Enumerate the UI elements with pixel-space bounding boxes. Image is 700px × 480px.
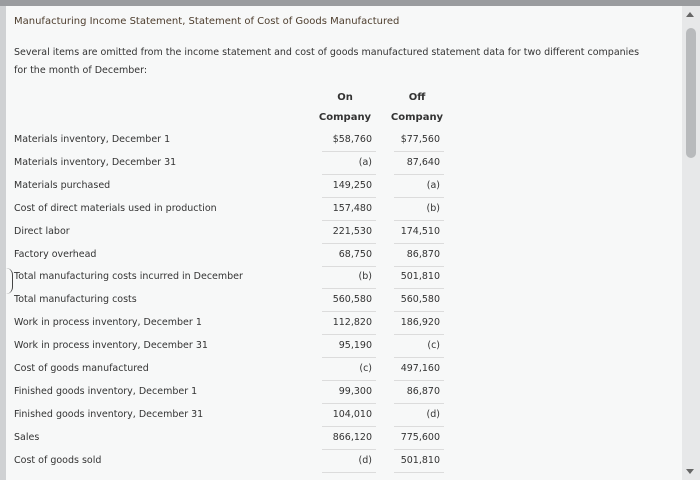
row-label: Work in process inventory, December 31 xyxy=(14,340,208,352)
cell-divider xyxy=(322,334,376,335)
cell-divider xyxy=(394,403,444,404)
off-company-value: $77,560 xyxy=(400,134,440,145)
cell-divider xyxy=(394,311,444,312)
cell-divider xyxy=(322,426,376,427)
on-company-value: (c) xyxy=(359,363,372,374)
table-row xyxy=(14,313,444,335)
table-row xyxy=(14,267,444,289)
table-row xyxy=(14,176,444,198)
table-row xyxy=(14,428,444,450)
problem-description: Several items are omitted from the income statement and cost of goods manufactured statement data for two different companies for the month of December: xyxy=(14,47,640,76)
row-label: Cost of goods sold xyxy=(14,454,102,466)
off-company-value: 501,810 xyxy=(400,271,440,283)
row-label: Total manufacturing costs incurred in December xyxy=(14,271,243,283)
column-header-off-line1: Off xyxy=(408,92,426,103)
off-company-value: (a) xyxy=(426,179,440,191)
table-row xyxy=(14,290,444,312)
cell-divider xyxy=(394,288,444,289)
cell-divider xyxy=(394,220,444,221)
cell-divider xyxy=(322,288,376,289)
cell-divider xyxy=(322,174,376,175)
on-company-value: 112,820 xyxy=(332,317,372,329)
on-company-value: (d) xyxy=(358,454,372,466)
table-row xyxy=(14,153,444,175)
off-company-value: 86,870 xyxy=(406,385,440,397)
cell-divider xyxy=(322,403,376,404)
on-company-value: 99,300 xyxy=(338,385,372,397)
row-label: Cost of direct materials used in production xyxy=(14,202,217,214)
row-label: Cost of goods manufactured xyxy=(14,363,149,374)
scroll-down-icon[interactable] xyxy=(686,469,694,474)
cell-divider xyxy=(322,380,376,381)
table-row xyxy=(14,382,444,404)
row-label: Work in process inventory, December 1 xyxy=(14,317,202,329)
cell-divider xyxy=(394,357,444,358)
scrollbar[interactable] xyxy=(682,6,700,480)
row-label: Materials inventory, December 31 xyxy=(14,156,177,168)
off-company-value: 86,870 xyxy=(406,248,440,260)
table-row xyxy=(14,336,444,358)
row-label: Materials inventory, December 1 xyxy=(14,134,171,145)
selection-bracket xyxy=(6,268,13,294)
cell-divider xyxy=(394,472,444,473)
scroll-up-icon[interactable] xyxy=(686,12,694,17)
cell-divider xyxy=(394,426,444,427)
column-header-on-line1: On xyxy=(337,92,353,103)
cell-divider xyxy=(394,243,444,244)
cell-divider xyxy=(394,334,444,335)
cell-divider xyxy=(394,197,444,198)
on-company-value: (a) xyxy=(358,156,372,168)
row-label: Finished goods inventory, December 31 xyxy=(14,408,204,420)
on-company-value: 95,190 xyxy=(338,340,372,352)
row-label: Sales xyxy=(14,431,40,443)
on-company-value: (b) xyxy=(358,271,372,283)
off-company-value: 775,600 xyxy=(400,431,440,443)
on-company-value: 104,010 xyxy=(332,408,372,420)
column-header-on-line2: Company xyxy=(318,112,372,123)
cell-divider xyxy=(322,311,376,312)
off-company-value: (c) xyxy=(427,340,440,352)
row-label: Direct labor xyxy=(14,225,70,237)
cell-divider xyxy=(394,174,444,175)
table-row xyxy=(14,199,444,221)
off-company-value: 87,640 xyxy=(406,156,440,168)
off-company-value: 174,510 xyxy=(400,225,440,237)
off-company-value: 501,810 xyxy=(400,454,440,466)
on-company-value: $58,760 xyxy=(332,134,372,145)
off-company-value: 497,160 xyxy=(400,363,440,374)
row-label: Factory overhead xyxy=(14,248,97,260)
scrollbar-thumb[interactable] xyxy=(686,28,696,158)
cell-divider xyxy=(322,243,376,244)
row-label: Finished goods inventory, December 1 xyxy=(14,385,198,397)
cell-divider xyxy=(394,266,444,267)
cell-divider xyxy=(322,472,376,473)
table-row xyxy=(14,405,444,427)
page-title: Manufacturing Income Statement, Statement of Cost of Goods Manufactured xyxy=(14,16,400,27)
off-company-value: 560,580 xyxy=(400,294,440,306)
table-row xyxy=(14,222,444,244)
column-header-on-company xyxy=(310,88,380,128)
table-row xyxy=(14,130,444,152)
row-label: Materials purchased xyxy=(14,179,111,191)
cell-divider xyxy=(322,197,376,198)
off-company-value: (b) xyxy=(426,202,440,214)
on-company-value: 157,480 xyxy=(332,202,372,214)
cell-divider xyxy=(394,380,444,381)
document-page xyxy=(6,6,682,480)
column-header-off-line2: Company xyxy=(390,112,444,123)
cell-divider xyxy=(322,357,376,358)
cell-divider xyxy=(322,220,376,221)
on-company-value: 221,530 xyxy=(332,225,372,237)
off-company-value: (d) xyxy=(426,408,440,420)
table-row xyxy=(14,245,444,267)
on-company-value: 68,750 xyxy=(338,248,372,260)
table-row xyxy=(14,451,444,473)
cell-divider xyxy=(322,449,376,450)
cell-divider xyxy=(322,151,376,152)
row-label: Total manufacturing costs xyxy=(14,294,137,306)
table-row xyxy=(14,359,444,381)
cell-divider xyxy=(394,151,444,152)
cell-divider xyxy=(322,266,376,267)
cell-divider xyxy=(394,449,444,450)
on-company-value: 560,580 xyxy=(332,294,372,306)
on-company-value: 866,120 xyxy=(332,431,372,443)
column-header-off-company xyxy=(382,88,452,128)
on-company-value: 149,250 xyxy=(332,179,372,191)
off-company-value: 186,920 xyxy=(400,317,440,329)
